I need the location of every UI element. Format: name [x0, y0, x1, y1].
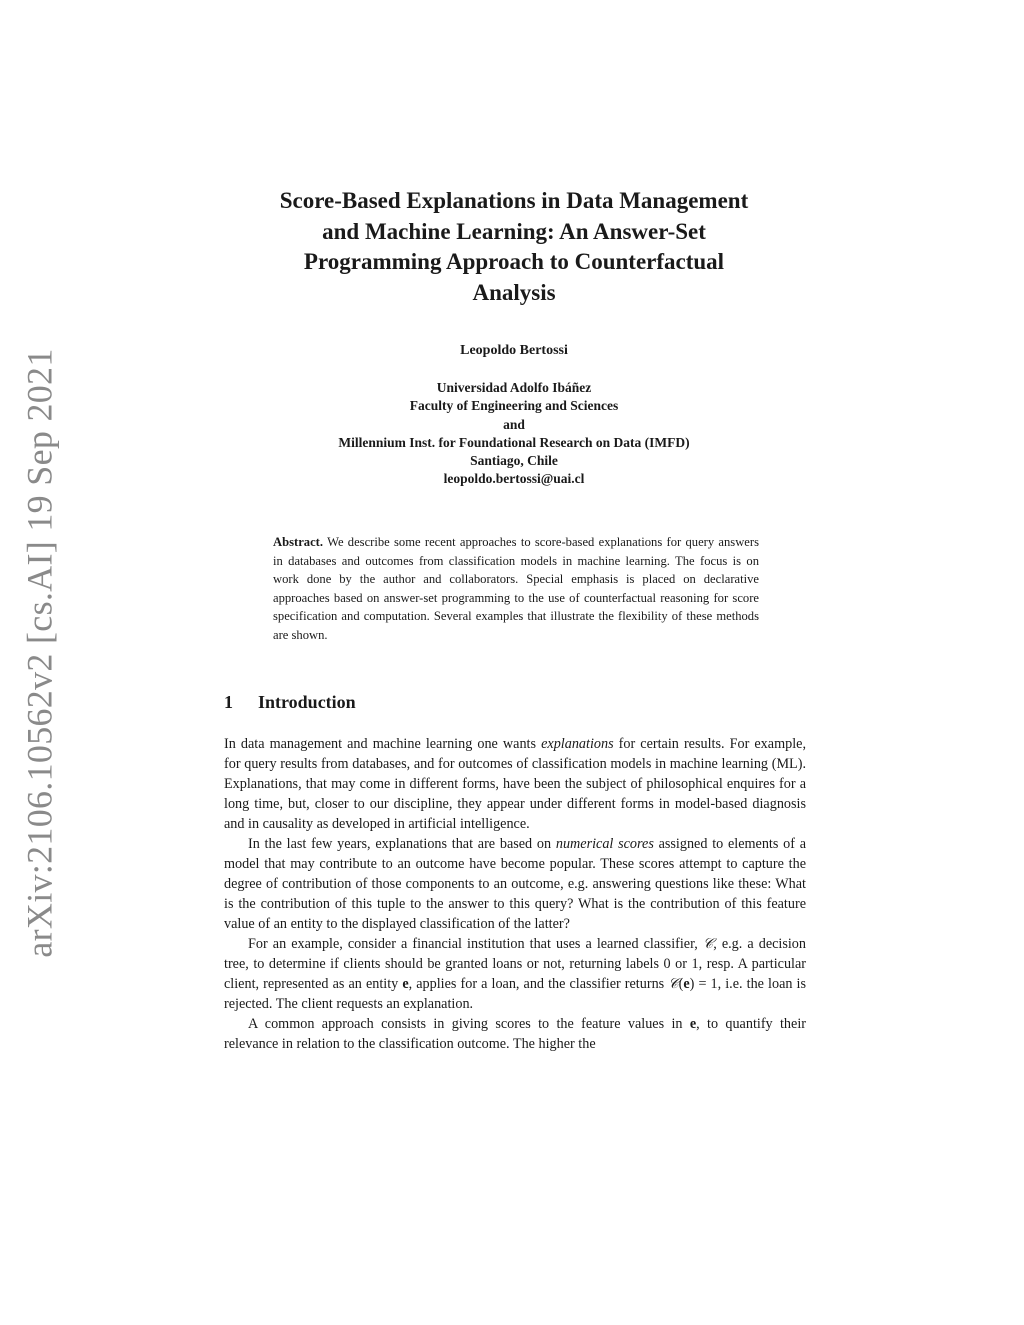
paragraph-scores	[224, 834, 806, 934]
text-run: for certain results. For example, for query results from databases, and for outcomes of classification models in machine learning (ML). Explanations, that may come in different forms, have been the subject of philosophical enquires for a long time, but, closer to our discipline, they appear under different forms in model-based diagnosis and in causality as developed in artificial intelligence.	[224, 736, 806, 832]
abstract-label: Abstract.	[273, 535, 324, 549]
paragraph-approach	[224, 1014, 806, 1054]
text-run: , applies for a loan, and the classifier returns	[408, 976, 669, 992]
author-email: leopoldo.bertossi@uai.cl	[443, 471, 585, 487]
paper-title	[222, 186, 806, 308]
text-run: , e.g. a decision tree, to determine if clients should be granted loans or not, returning labels 0 or 1, resp. A particular client, represented as an entity	[224, 936, 806, 992]
emphasis: explanations	[541, 736, 614, 752]
affiliation-institute: Millennium Inst. for Foundational Research on Data (IMFD)	[338, 434, 690, 450]
paragraph-intro	[224, 734, 806, 834]
section-number: 1	[224, 692, 233, 712]
paragraph-example	[224, 934, 806, 1014]
text-run: , to quantify their relevance in relation to the classification outcome. The higher the	[224, 1016, 806, 1052]
affiliation-location: Santiago, Chile	[470, 453, 558, 469]
abstract	[273, 533, 759, 644]
section-title: Introduction	[258, 692, 356, 712]
affiliation-block	[222, 379, 806, 489]
arxiv-sidebar-stamp	[4, 348, 76, 958]
text-run: ) = 1, i.e. the loan is rejected. The client requests an explanation.	[224, 976, 807, 1012]
affiliation-faculty: Faculty of Engineering and Sciences	[409, 398, 619, 414]
text-run: (	[678, 976, 684, 992]
title-line: Analysis	[472, 279, 556, 305]
title-line: and Machine Learning: An Answer-Set	[322, 218, 706, 244]
title-line: Programming Approach to Counterfactual	[303, 249, 725, 274]
text-run: For an example, consider a financial institution that uses a learned classifier,	[248, 936, 703, 952]
arxiv-identifier: arXiv:2106.10562v2 [cs.AI] 19 Sep 2021	[20, 348, 61, 958]
text-run: In data management and machine learning one wants	[224, 736, 542, 752]
affiliation-university: Universidad Adolfo Ibáñez	[436, 380, 592, 395]
entity-symbol: e	[402, 976, 409, 992]
entity-symbol: e	[689, 1016, 697, 1032]
abstract-text: We describe some recent approaches to score-based explanations for query answers in databases and outcomes from classification models in machine learning. The focus is on work done by the author and collaborators. Special emphasis is placed on declarative approaches based on answer-set programming to the use of counterfactual reasoning for score specification and computation. Several examples that illustrate the flexibility of these methods are shown.	[273, 535, 759, 642]
text-run: A common approach consists in giving scores to the feature values in	[248, 1016, 690, 1032]
title-line: Score-Based Explanations in Data Management	[279, 188, 749, 213]
entity-symbol: e	[683, 976, 690, 992]
classifier-symbol: 𝒞	[702, 936, 714, 952]
affiliation-and: and	[503, 416, 525, 432]
section-heading	[224, 692, 356, 713]
text-run: In the last few years, explanations that are based on	[248, 836, 556, 852]
emphasis: numerical scores	[555, 836, 654, 852]
author-name: Leopoldo Bertossi	[460, 343, 568, 358]
text-run: assigned to elements of a model that may contribute to an outcome have become popular. These scores attempt to capture the degree of contribution of those components to an outcome, e.g. answering questions like these: What is the contribution of this tuple to the answer to this query? What is the contribution of this feature value of an entity to the displayed classification of the latter?	[224, 836, 807, 932]
classifier-symbol: 𝒞	[668, 976, 679, 992]
section-body	[224, 734, 806, 1054]
